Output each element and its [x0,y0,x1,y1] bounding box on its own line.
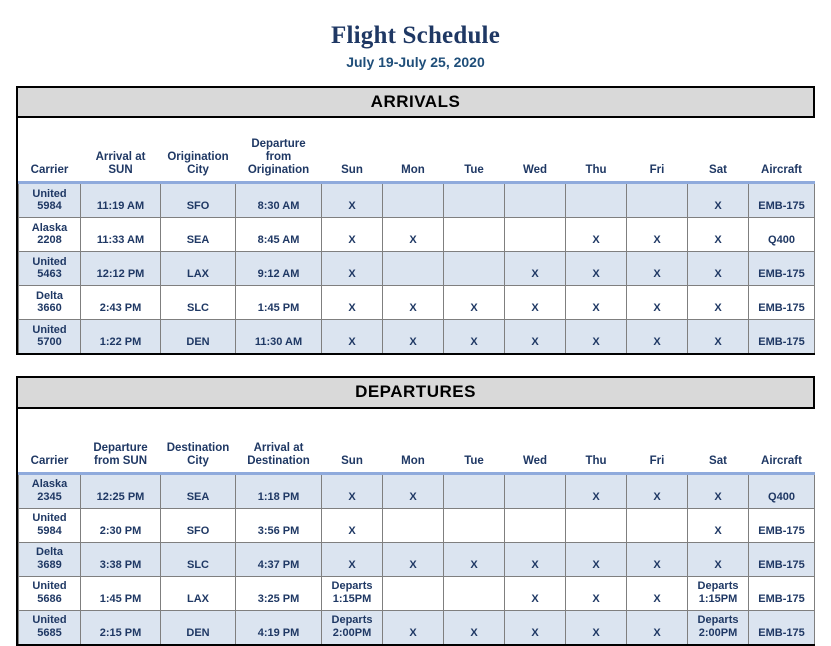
day-cell-thu: X [566,473,627,508]
table-row [19,218,815,252]
table-row [19,610,815,644]
day-cell-mon [383,252,444,286]
table-row [19,576,815,610]
time-to-cell: 1:45 PM [236,286,322,320]
column-header-departure-from-origination: Departure from Origination [236,118,322,183]
day-cell-wed: X [505,286,566,320]
column-header-sun: Sun [322,118,383,183]
aircraft-cell: EMB-175 [749,252,815,286]
carrier-cell: United 5463 [19,252,81,286]
time-to-cell: 8:30 AM [236,183,322,218]
column-header-fri: Fri [627,118,688,183]
carrier-cell: United 5686 [19,576,81,610]
day-cell-thu: X [566,610,627,644]
city-cell: SLC [161,542,236,576]
city-cell: SEA [161,218,236,252]
column-header-sat: Sat [688,118,749,183]
column-header-sat: Sat [688,409,749,474]
carrier-cell: United 5685 [19,610,81,644]
day-cell-tue: X [444,610,505,644]
city-cell: DEN [161,320,236,354]
time-from-cell: 12:12 PM [81,252,161,286]
day-cell-wed: X [505,320,566,354]
time-to-cell: 3:25 PM [236,576,322,610]
day-cell-thu: X [566,218,627,252]
column-header-thu: Thu [566,409,627,474]
departures-banner: DEPARTURES [18,378,813,409]
day-cell-tue: X [444,320,505,354]
time-to-cell: 9:12 AM [236,252,322,286]
arrivals-header-row [19,118,815,183]
day-cell-sat: X [688,473,749,508]
day-cell-tue [444,252,505,286]
day-cell-tue: X [444,286,505,320]
table-row [19,286,815,320]
day-cell-sun: X [322,252,383,286]
column-header-thu: Thu [566,118,627,183]
arrivals-banner: ARRIVALS [18,88,813,119]
city-cell: SLC [161,286,236,320]
title-block [0,0,831,70]
carrier-cell: Alaska 2208 [19,218,81,252]
day-cell-fri: X [627,542,688,576]
day-cell-thu [566,508,627,542]
day-cell-sat: X [688,320,749,354]
day-cell-mon [383,508,444,542]
table-row [19,252,815,286]
day-cell-sun: X [322,473,383,508]
aircraft-cell: Q400 [749,218,815,252]
day-cell-sun: X [322,542,383,576]
day-cell-tue [444,218,505,252]
city-cell: SFO [161,508,236,542]
arrivals-table [18,118,815,353]
city-cell: SFO [161,183,236,218]
time-from-cell: 2:43 PM [81,286,161,320]
day-cell-fri: X [627,320,688,354]
column-header-carrier: Carrier [19,118,81,183]
carrier-cell: Alaska 2345 [19,473,81,508]
time-from-cell: 1:45 PM [81,576,161,610]
aircraft-cell: EMB-175 [749,576,815,610]
departures-body [19,473,815,644]
day-cell-fri [627,508,688,542]
table-row [19,183,815,218]
time-from-cell: 11:33 AM [81,218,161,252]
day-cell-sun: Departs 2:00PM [322,610,383,644]
day-cell-tue [444,508,505,542]
day-cell-sun: X [322,218,383,252]
carrier-cell: Delta 3689 [19,542,81,576]
aircraft-cell: EMB-175 [749,610,815,644]
time-from-cell: 2:30 PM [81,508,161,542]
day-cell-sat: X [688,286,749,320]
day-cell-sun: X [322,286,383,320]
day-cell-thu [566,183,627,218]
day-cell-wed [505,508,566,542]
day-cell-wed: X [505,542,566,576]
aircraft-cell: EMB-175 [749,320,815,354]
day-cell-wed: X [505,252,566,286]
column-header-origination-city: Origination City [161,118,236,183]
day-cell-fri: X [627,286,688,320]
aircraft-cell: EMB-175 [749,542,815,576]
arrivals-table-block [16,86,815,356]
column-header-departure-from-sun: Departure from SUN [81,409,161,474]
time-from-cell: 1:22 PM [81,320,161,354]
column-header-mon: Mon [383,409,444,474]
page-title: Flight Schedule [331,22,500,49]
time-to-cell: 1:18 PM [236,473,322,508]
day-cell-fri: X [627,218,688,252]
day-cell-thu: X [566,286,627,320]
day-cell-tue [444,576,505,610]
day-cell-wed [505,218,566,252]
column-header-tue: Tue [444,118,505,183]
arrivals-body [19,183,815,354]
day-cell-sat: X [688,542,749,576]
day-cell-fri: X [627,252,688,286]
date-range: July 19-July 25, 2020 [346,53,485,70]
departures-header-row [19,409,815,474]
day-cell-sat: X [688,508,749,542]
day-cell-wed: X [505,610,566,644]
time-from-cell: 11:19 AM [81,183,161,218]
column-header-arrival-at-sun: Arrival at SUN [81,118,161,183]
day-cell-sat: Departs 1:15PM [688,576,749,610]
day-cell-mon [383,576,444,610]
aircraft-cell: Q400 [749,473,815,508]
day-cell-mon: X [383,218,444,252]
day-cell-sat: Departs 2:00PM [688,610,749,644]
city-cell: SEA [161,473,236,508]
day-cell-mon: X [383,610,444,644]
day-cell-sun: X [322,183,383,218]
carrier-cell: United 5984 [19,183,81,218]
aircraft-cell: EMB-175 [749,183,815,218]
time-to-cell: 3:56 PM [236,508,322,542]
day-cell-thu: X [566,542,627,576]
column-header-tue: Tue [444,409,505,474]
time-from-cell: 12:25 PM [81,473,161,508]
day-cell-mon [383,183,444,218]
day-cell-tue [444,183,505,218]
column-header-carrier: Carrier [19,409,81,474]
day-cell-fri [627,183,688,218]
day-cell-fri: X [627,473,688,508]
day-cell-sat: X [688,183,749,218]
day-cell-thu: X [566,576,627,610]
day-cell-fri: X [627,610,688,644]
column-header-arrival-at-destination: Arrival at Destination [236,409,322,474]
table-row [19,473,815,508]
column-header-fri: Fri [627,409,688,474]
day-cell-sat: X [688,218,749,252]
column-header-aircraft: Aircraft [749,409,815,474]
day-cell-wed: X [505,576,566,610]
day-cell-sun: X [322,508,383,542]
time-to-cell: 4:37 PM [236,542,322,576]
day-cell-fri: X [627,576,688,610]
carrier-cell: United 5984 [19,508,81,542]
day-cell-sat: X [688,252,749,286]
day-cell-wed [505,473,566,508]
day-cell-mon: X [383,473,444,508]
day-cell-thu: X [566,252,627,286]
day-cell-wed [505,183,566,218]
day-cell-mon: X [383,320,444,354]
column-header-wed: Wed [505,118,566,183]
column-header-sun: Sun [322,409,383,474]
carrier-cell: Delta 3660 [19,286,81,320]
city-cell: DEN [161,610,236,644]
day-cell-thu: X [566,320,627,354]
day-cell-mon: X [383,286,444,320]
day-cell-sun: X [322,320,383,354]
day-cell-sun: Departs 1:15PM [322,576,383,610]
city-cell: LAX [161,252,236,286]
day-cell-mon: X [383,542,444,576]
time-from-cell: 3:38 PM [81,542,161,576]
aircraft-cell: EMB-175 [749,286,815,320]
time-to-cell: 4:19 PM [236,610,322,644]
column-header-mon: Mon [383,118,444,183]
time-to-cell: 11:30 AM [236,320,322,354]
column-header-aircraft: Aircraft [749,118,815,183]
day-cell-tue [444,473,505,508]
departures-table [18,409,815,644]
day-cell-tue: X [444,542,505,576]
carrier-cell: United 5700 [19,320,81,354]
aircraft-cell: EMB-175 [749,508,815,542]
column-header-destination-city: Destination City [161,409,236,474]
departures-table-block [16,376,815,646]
city-cell: LAX [161,576,236,610]
time-from-cell: 2:15 PM [81,610,161,644]
table-row [19,508,815,542]
table-row [19,542,815,576]
column-header-wed: Wed [505,409,566,474]
time-to-cell: 8:45 AM [236,218,322,252]
table-row [19,320,815,354]
